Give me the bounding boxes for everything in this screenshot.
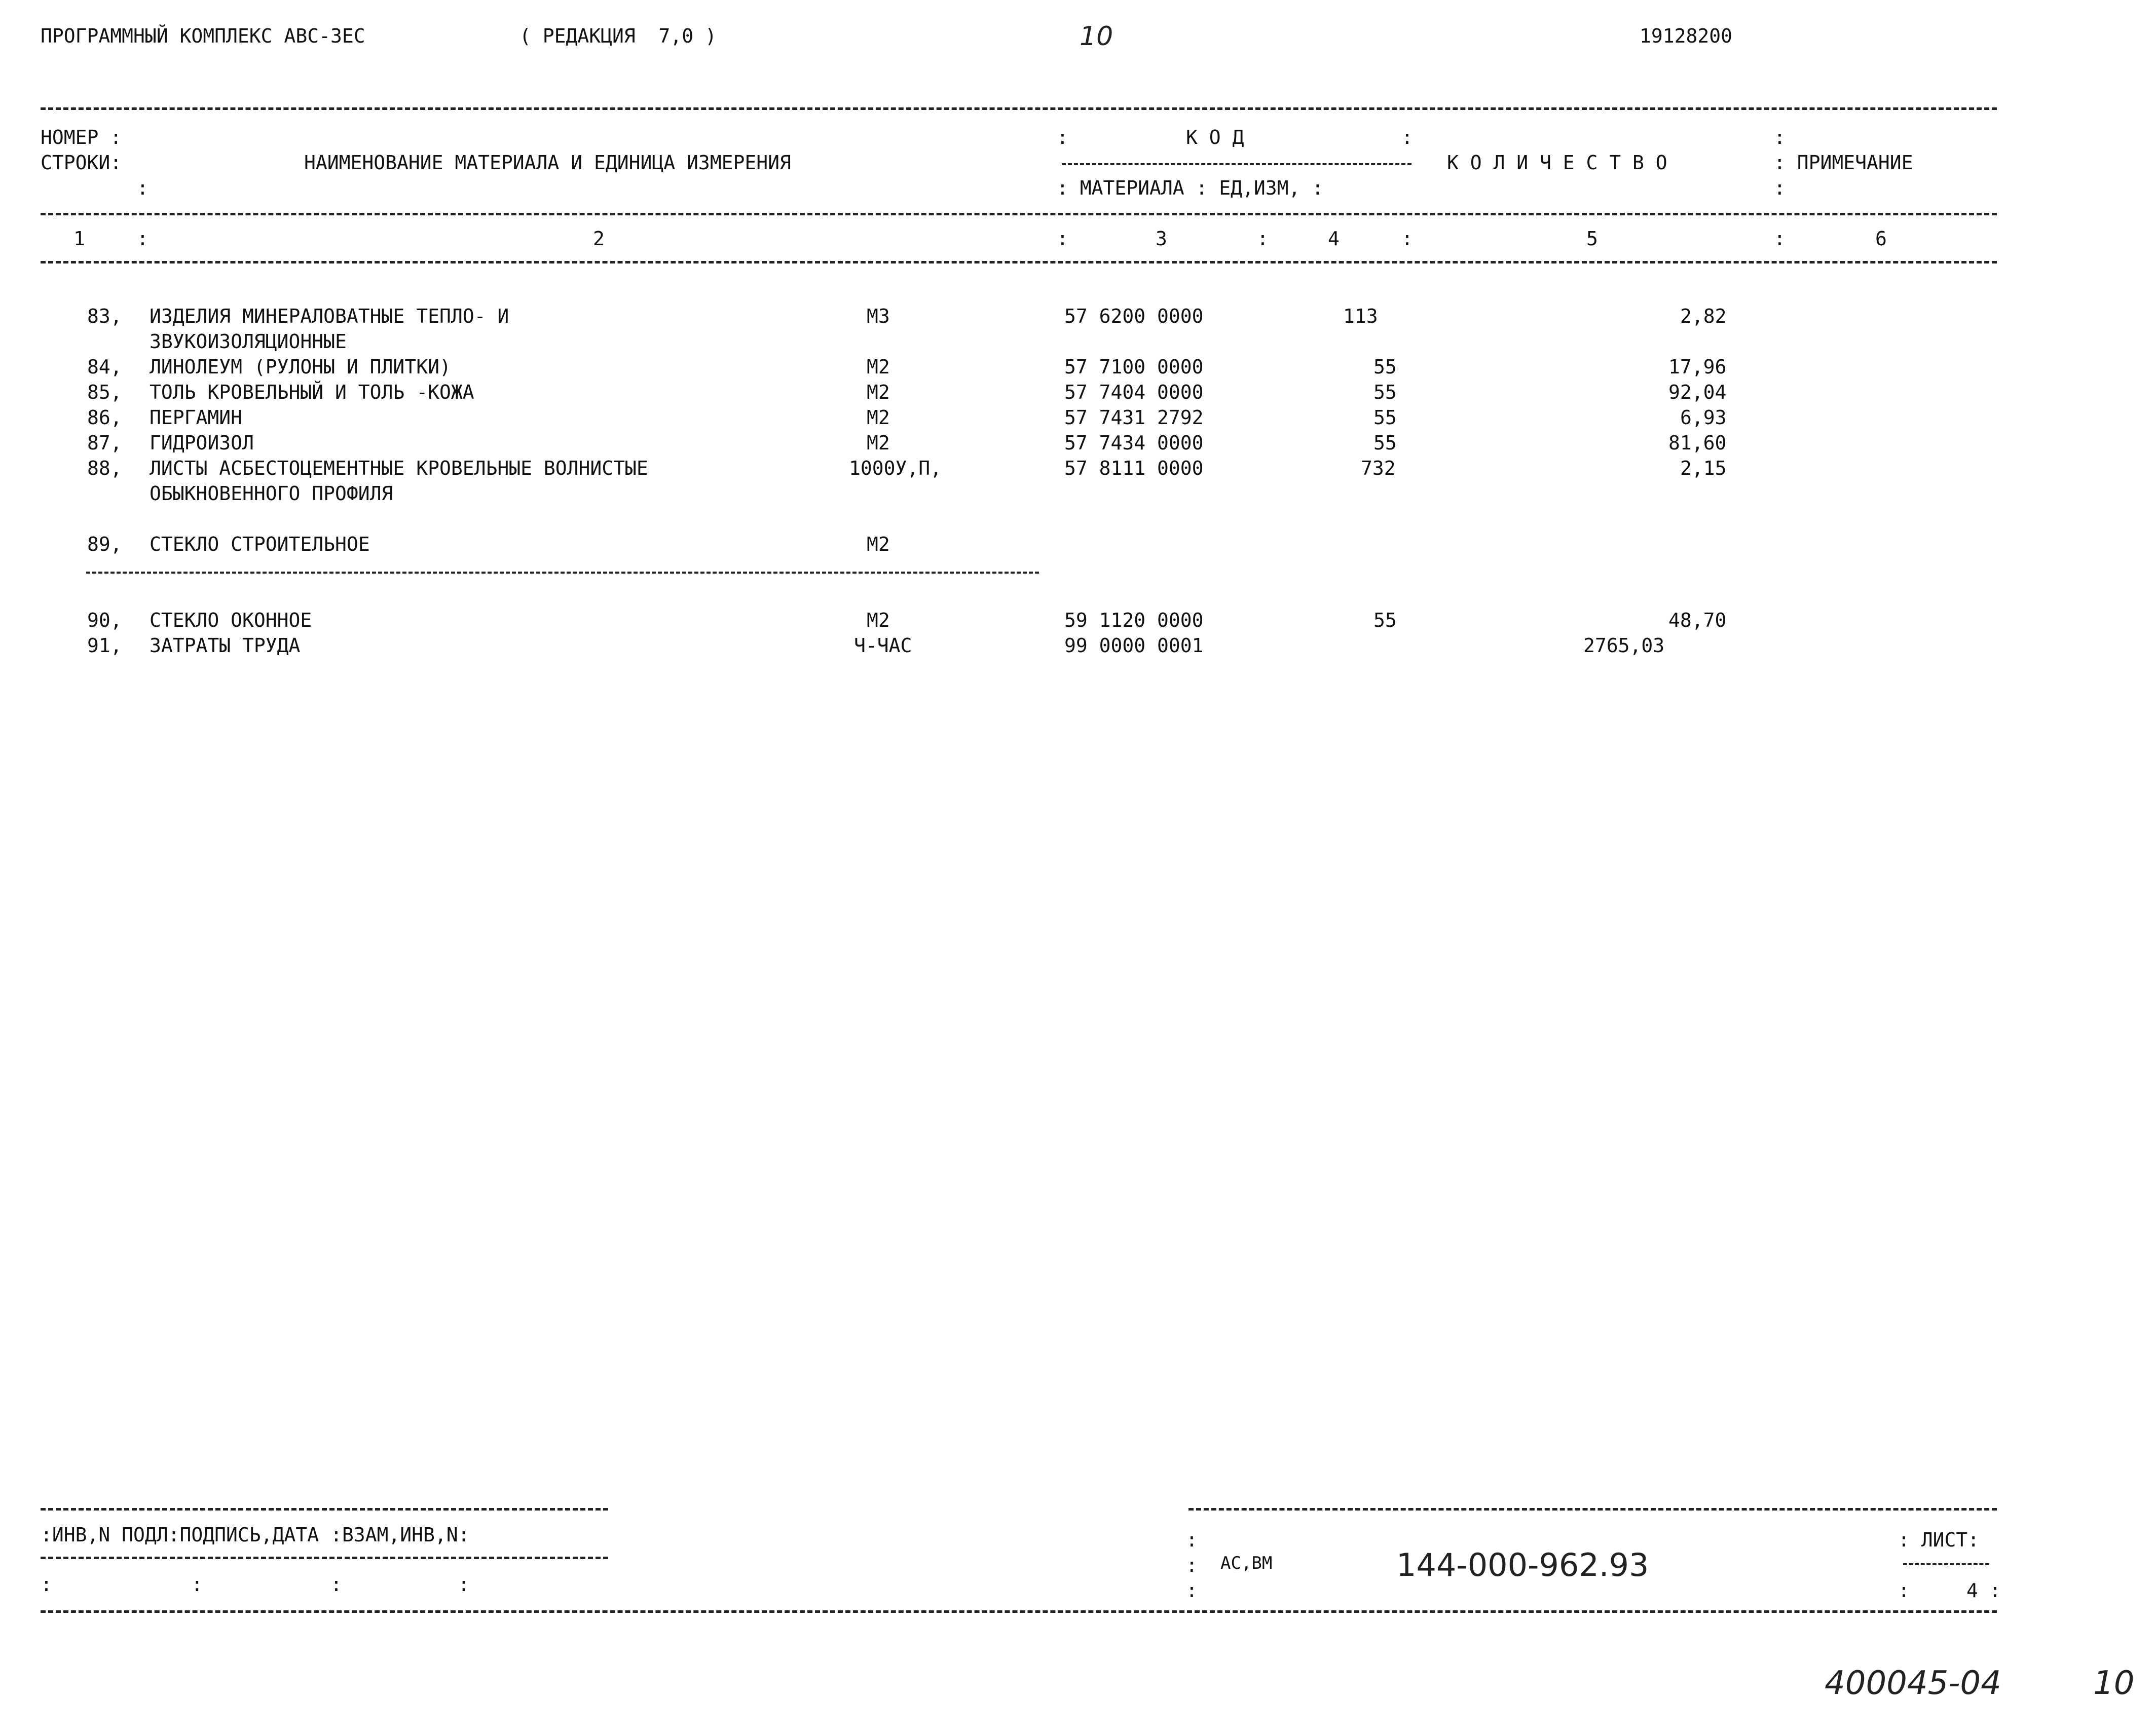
unit: М2 <box>867 432 890 454</box>
unit-code: 55 <box>1373 406 1397 429</box>
numbers-rule <box>41 261 1997 263</box>
material-code: 57 7100 0000 <box>1064 356 1204 378</box>
quantity-header: К О Л И Ч Е С Т В О <box>1447 152 1667 174</box>
stamp-left-cells: : : : : <box>41 1573 470 1596</box>
col1-header-line3: : <box>137 177 148 199</box>
colnum-3: 3 <box>1156 228 1167 250</box>
material-name: ИЗДЕЛИЯ МИНЕРАЛОВАТНЫЕ ТЕПЛО- И <box>150 305 509 327</box>
material-name: ПЕРГАМИН <box>150 406 243 429</box>
col1-header-line1: НОМЕР : <box>41 126 122 148</box>
material-name-cont: ОБЫКНОВЕННОГО ПРОФИЛЯ <box>150 482 393 505</box>
unit: М2 <box>867 356 890 378</box>
quantity: 2765,03 <box>1583 634 1665 657</box>
material-name: СТЕКЛО ОКОННОЕ <box>150 609 312 631</box>
colnum-sep: : <box>1774 228 1786 250</box>
stamp-sep: : <box>1186 1579 1198 1602</box>
table-row <box>0 459 2155 484</box>
edition: ( РЕДАКЦИЯ 7,0 ) <box>519 25 717 47</box>
stamp-sep: : <box>1186 1529 1198 1551</box>
material-code: 59 1120 0000 <box>1064 609 1204 631</box>
colnum-6: 6 <box>1875 228 1887 250</box>
sheet-sep: : <box>1898 1579 1910 1602</box>
row-number: 83, <box>87 305 122 327</box>
colnum-sep: : <box>1057 228 1068 250</box>
colnum-5: 5 <box>1586 228 1598 250</box>
unit: М2 <box>867 609 890 631</box>
table-row <box>0 408 2155 433</box>
table-row <box>0 433 2155 459</box>
col2-header: НАИМЕНОВАНИЕ МАТЕРИАЛА И ЕДИНИЦА ИЗМЕРЕНИЯ <box>304 152 791 174</box>
table-row <box>0 357 2155 383</box>
row-number: 85, <box>87 381 122 403</box>
unit-code: 55 <box>1373 609 1397 631</box>
doc-prefix: АС,ВМ <box>1220 1553 1273 1573</box>
material-name: ТОЛЬ КРОВЕЛЬНЫЙ И ТОЛЬ -КОЖА <box>150 381 474 403</box>
row-number: 89, <box>87 533 122 555</box>
colnum-sep: : <box>1257 228 1269 250</box>
material-name: СТЕКЛО СТРОИТЕЛЬНОЕ <box>150 533 370 555</box>
code-divider <box>1062 163 1411 165</box>
table-top-rule <box>41 107 1997 110</box>
note-sep-top: : <box>1774 126 1786 148</box>
row-number: 86, <box>87 406 122 429</box>
material-code: 57 7404 0000 <box>1064 381 1204 403</box>
document-code: 19128200 <box>1640 25 1733 47</box>
quantity: 2,82 <box>1680 305 1727 327</box>
material-code: 57 8111 0000 <box>1064 457 1204 479</box>
material-name: ГИДРОИЗОЛ <box>150 432 254 454</box>
row-number: 84, <box>87 356 122 378</box>
code-subheader: : МАТЕРИАЛА : ЕД,ИЗМ, : <box>1057 177 1324 199</box>
quantity: 2,15 <box>1680 457 1727 479</box>
colnum-sep: : <box>137 228 148 250</box>
quantity: 48,70 <box>1668 609 1727 631</box>
table-row <box>0 307 2155 332</box>
sheet-sep: : <box>1989 1579 2001 1602</box>
row-number: 88, <box>87 457 122 479</box>
colnum-sep: : <box>1401 228 1413 250</box>
quantity: 17,96 <box>1668 356 1727 378</box>
stamp-sep: : <box>1186 1554 1198 1576</box>
table-row <box>0 535 2155 560</box>
material-code: 57 7434 0000 <box>1064 432 1204 454</box>
material-name: ЛИНОЛЕУМ (РУЛОНЫ И ПЛИТКИ) <box>150 356 451 378</box>
unit-code: 55 <box>1373 356 1397 378</box>
sheet-divider <box>1903 1563 1989 1565</box>
material-code: 57 6200 0000 <box>1064 305 1204 327</box>
table-row <box>0 636 2155 661</box>
quantity: 92,04 <box>1668 381 1727 403</box>
code-sep-right: : <box>1401 126 1413 148</box>
program-name: ПРОГРАММНЫЙ КОМПЛЕКС АВС-3ЕС <box>41 25 365 47</box>
note-sep-bottom: : <box>1774 177 1786 199</box>
unit: М2 <box>867 381 890 403</box>
table-row-continuation <box>0 332 2155 357</box>
row-89-rule <box>86 572 1039 574</box>
note-header: : ПРИМЕЧАНИЕ <box>1774 152 1913 174</box>
table-row-continuation <box>0 484 2155 509</box>
row-number: 87, <box>87 432 122 454</box>
unit: М2 <box>867 533 890 555</box>
material-code: 57 7431 2792 <box>1064 406 1204 429</box>
stamp-left-top-rule <box>41 1508 608 1511</box>
stamp-left-header: :ИНВ,N ПОДЛ:ПОДПИСЬ,ДАТА :ВЗАМ,ИНВ,N: <box>41 1524 470 1546</box>
unit-code: 113 <box>1343 305 1378 327</box>
unit-code: 55 <box>1373 381 1397 403</box>
quantity: 6,93 <box>1680 406 1727 429</box>
sheet-label: : ЛИСТ: <box>1898 1529 1980 1551</box>
handwritten-code: 400045-04 <box>1825 1665 2001 1702</box>
doc-number: 144-000-962.93 <box>1396 1546 1649 1583</box>
row-number: 90, <box>87 609 122 631</box>
unit: Ч-ЧАС <box>854 634 912 657</box>
page-mark: 10 <box>1080 21 1113 52</box>
colnum-2: 2 <box>593 228 605 250</box>
material-name: ЗАТРАТЫ ТРУДА <box>150 634 301 657</box>
unit: 1000У,П, <box>849 457 942 479</box>
table-row <box>0 383 2155 408</box>
material-code: 99 0000 0001 <box>1064 634 1204 657</box>
table-row <box>0 611 2155 636</box>
sheet-value: 4 <box>1966 1579 1978 1602</box>
col1-header-line2: СТРОКИ: <box>41 152 122 174</box>
stamp-bottom-rule <box>41 1610 1997 1613</box>
material-name-cont: ЗВУКОИЗОЛЯЦИОННЫЕ <box>150 330 347 353</box>
unit: М3 <box>867 305 890 327</box>
stamp-left-mid-rule <box>41 1557 608 1559</box>
row-number: 91, <box>87 634 122 657</box>
quantity: 81,60 <box>1668 432 1727 454</box>
unit: М2 <box>867 406 890 429</box>
material-name: ЛИСТЫ АСБЕСТОЦЕМЕНТНЫЕ КРОВЕЛЬНЫЕ ВОЛНИСТЫЕ <box>150 457 648 479</box>
stamp-right-top-rule <box>1188 1508 1997 1511</box>
code-sep-left: : <box>1057 126 1068 148</box>
unit-code: 732 <box>1361 457 1396 479</box>
handwritten-page: 10 <box>2093 1665 2135 1702</box>
unit-code: 55 <box>1373 432 1397 454</box>
colnum-4: 4 <box>1328 228 1340 250</box>
header-rule <box>41 213 1997 215</box>
colnum-1: 1 <box>73 228 85 250</box>
code-header: К О Д <box>1186 126 1244 148</box>
